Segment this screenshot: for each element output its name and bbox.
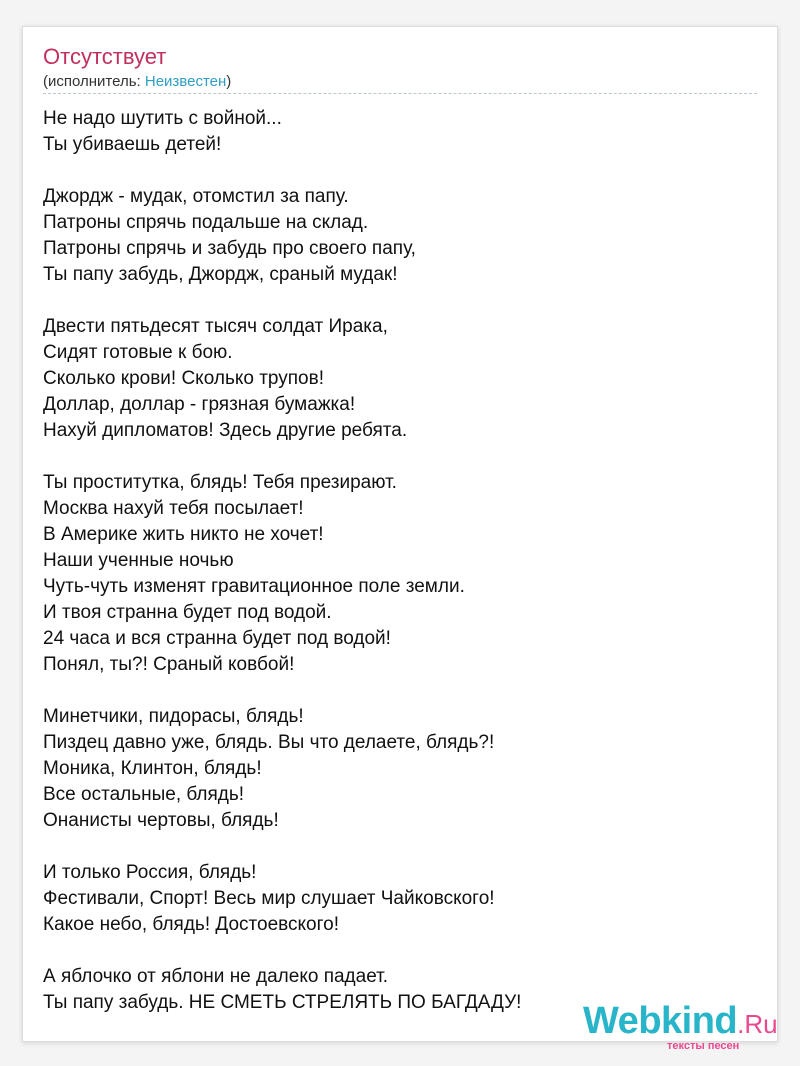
lyrics-line: Наши ученные ночью xyxy=(43,550,234,571)
lyrics-line: 24 часа и вся странна будет под водой! xyxy=(43,628,391,649)
lyrics-line: Ты папу забудь, Джордж, сраный мудак! xyxy=(43,264,398,285)
lyrics-line: Доллар, доллар - грязная бумажка! xyxy=(43,394,356,415)
title-divider xyxy=(43,93,757,94)
song-title: Отсутствует xyxy=(43,44,167,69)
lyrics-line: И только Россия, блядь! xyxy=(43,862,257,883)
lyrics-stanza xyxy=(43,860,743,938)
artist-suffix: ) xyxy=(226,73,232,90)
lyrics-stanza xyxy=(43,184,743,288)
lyrics-line: Ты проститутка, блядь! Тебя презирают. xyxy=(43,472,397,493)
lyrics-line: Ты папу забудь. НЕ СМЕТЬ СТРЕЛЯТЬ ПО БАГДАДУ! xyxy=(43,992,522,1013)
lyrics-line: А яблочко от яблони не далеко падает. xyxy=(43,966,389,987)
lyrics-line: Нахуй дипломатов! Здесь другие ребята. xyxy=(43,420,408,441)
lyrics-line: Сколько крови! Сколько трупов! xyxy=(43,368,325,389)
lyrics-stanza xyxy=(43,106,743,158)
webkind-logo[interactable] xyxy=(583,999,783,1052)
lyrics-line: Сидят готовые к бою. xyxy=(43,342,233,363)
lyrics-stanza xyxy=(43,704,743,834)
lyrics-card xyxy=(22,26,778,1052)
lyrics-line: Фестивали, Спорт! Весь мир слушает Чайковского! xyxy=(43,888,495,909)
artist-link[interactable]: Неизвестен xyxy=(144,73,227,90)
lyrics-stanza xyxy=(43,470,743,678)
lyrics-line: Онанисты чертовы, блядь! xyxy=(43,810,279,831)
lyrics-line: Все остальные, блядь! xyxy=(43,784,245,805)
logo-main-text: Webkind xyxy=(583,1000,738,1042)
lyrics-stanza xyxy=(43,314,743,444)
lyrics-line: В Америке жить никто не хочет! xyxy=(43,524,324,545)
lyrics-line: Москва нахуй тебя посылает! xyxy=(43,498,304,519)
lyrics-line: Чуть-чуть изменят гравитационное поле земли. xyxy=(43,576,465,597)
lyrics-line: Пиздец давно уже, блядь. Вы что делаете, блядь?! xyxy=(43,732,495,753)
lyrics-line: Минетчики, пидорасы, блядь! xyxy=(43,706,304,727)
lyrics-line: Какое небо, блядь! Достоевского! xyxy=(43,914,339,935)
artist-prefix: (исполнитель: xyxy=(43,73,145,90)
lyrics-line: Патроны спрячь подальше на склад. xyxy=(43,212,369,233)
logo-domain: .Ru xyxy=(737,1009,778,1039)
lyrics-line: Патроны спрячь и забудь про своего папу, xyxy=(43,238,416,259)
lyrics-line: Понял, ты?! Сраный ковбой! xyxy=(43,654,295,675)
lyrics-line: И твоя странна будет под водой. xyxy=(43,602,332,623)
logo-tagline: тексты песен xyxy=(667,1040,740,1052)
lyrics-line: Не надо шутить с войной... xyxy=(43,108,282,129)
lyrics-line: Двести пятьдесят тысяч солдат Ирака, xyxy=(43,316,388,337)
lyrics-line: Моника, Клинтон, блядь! xyxy=(43,758,262,779)
lyrics-line: Ты убиваешь детей! xyxy=(43,134,222,155)
artist-line xyxy=(43,73,231,91)
lyrics-text xyxy=(43,106,743,1042)
logo-wordmark xyxy=(583,999,778,1046)
lyrics-line: Джордж - мудак, отомстил за папу. xyxy=(43,186,349,207)
